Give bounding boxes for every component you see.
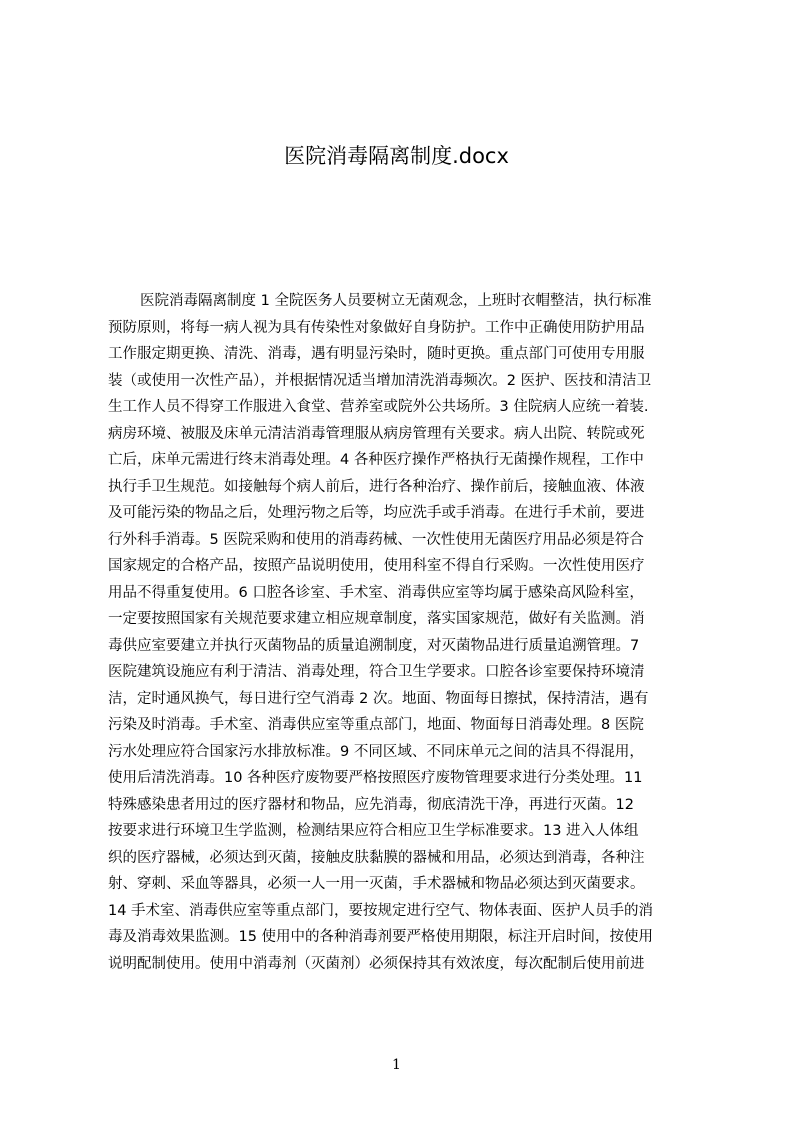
body-line: 医院消毒隔离制度 1 全院医务人员要树立无菌观念，上班时衣帽整洁，执行标准 xyxy=(140,293,652,309)
body-line: 14 手术室、消毒供应室等重点部门，要按规定进行空气、物体表面、医护人员手的消 xyxy=(108,902,654,919)
body-line: 国家规定的合格产品，按照产品说明使用，使用科室不得自行采购。一次性使用医疗 xyxy=(108,558,645,574)
body-line: 及可能污染的物品之后，处理污物之后等，均应洗手或手消毒。在进行手术前，要进 xyxy=(108,505,645,521)
page-number: 1 xyxy=(392,1057,401,1073)
body-line: 行外科手消毒。5 医院采购和使用的消毒药械、一次性使用无菌医疗用品必须是符合 xyxy=(108,531,644,548)
body-line: 装（或使用一次性产品），并根据情况适当增加清洗消毒频次。2 医护、医技和清洁卫 xyxy=(108,372,652,389)
body-line: 生工作人员不得穿工作服进入食堂、营养室或院外公共场所。3 住院病人应统一着装. xyxy=(108,399,649,415)
body-line: 病房环境、被服及床单元清洁消毒管理服从病房管理有关要求。病人出院、转院或死 xyxy=(108,425,645,442)
body-line: 污染及时消毒。手术室、消毒供应室等重点部门，地面、物面每日消毒处理。8 医院 xyxy=(108,717,644,733)
body-line: 预防原则，将每一病人视为具有传染性对象做好自身防护。工作中正确使用防护用品 xyxy=(108,319,645,336)
body-line: 医院建筑设施应有利于清洁、消毒处理，符合卫生学要求。口腔各诊室要保持环境清 xyxy=(108,664,645,680)
body-line: 毒及消毒效果监测。15 使用中的各种消毒剂要严格使用期限，标注开启时间，按使用 xyxy=(108,929,654,945)
body-line: 用品不得重复使用。6 口腔各诊室、手术室、消毒供应室等均属于感染高风险科室， xyxy=(108,584,644,601)
body-line: 射、穿刺、采血等器具，必须一人一用一灭菌，手术器械和物品必须达到灭菌要求。 xyxy=(108,876,645,892)
body-line: 说明配制使用。使用中消毒剂（灭菌剂）必须保持其有效浓度，每次配制后使用前进 xyxy=(108,955,645,972)
body-line: 执行手卫生规范。如接触每个病人前后，进行各种治疗、操作前后，接触血液、体液 xyxy=(108,478,645,495)
document-body xyxy=(108,288,700,977)
body-line: 洁，定时通风换气，每日进行空气消毒 2 次。地面、物面每日擦拭，保持清洁，遇有 xyxy=(108,690,649,707)
body-line: 工作服定期更换、清洗、消毒，遇有明显污染时，随时更换。重点部门可使用专用服 xyxy=(108,346,645,362)
body-line: 使用后清洗消毒。10 各种医疗废物要严格按照医疗废物管理要求进行分类处理。11 xyxy=(108,770,643,786)
body-line: 织的医疗器械，必须达到灭菌，接触皮肤黏膜的器械和用品，必须达到消毒，各种注 xyxy=(108,849,645,866)
body-line: 亡后，床单元需进行终末消毒处理。4 各种医疗操作严格执行无菌操作规程，工作中 xyxy=(108,452,644,468)
body-line: 毒供应室要建立并执行灭菌物品的质量追溯制度，对灭菌物品进行质量追溯管理。7 xyxy=(108,637,640,654)
document-title: 医院消毒隔离制度.docx xyxy=(284,144,509,168)
body-line: 污水处理应符合国家污水排放标准。9 不同区域、不同床单元之间的洁具不得混用， xyxy=(108,743,644,760)
body-line: 按要求进行环境卫生学监测，检测结果应符合相应卫生学标准要求。13 进入人体组 xyxy=(108,823,639,839)
body-line: 特殊感染患者用过的医疗器材和物品，应先消毒，彻底清洗干净，再进行灭菌。12 xyxy=(108,796,634,813)
body-line: 一定要按照国家有关规范要求建立相应规章制度，落实国家规范，做好有关监测。消 xyxy=(108,611,645,627)
